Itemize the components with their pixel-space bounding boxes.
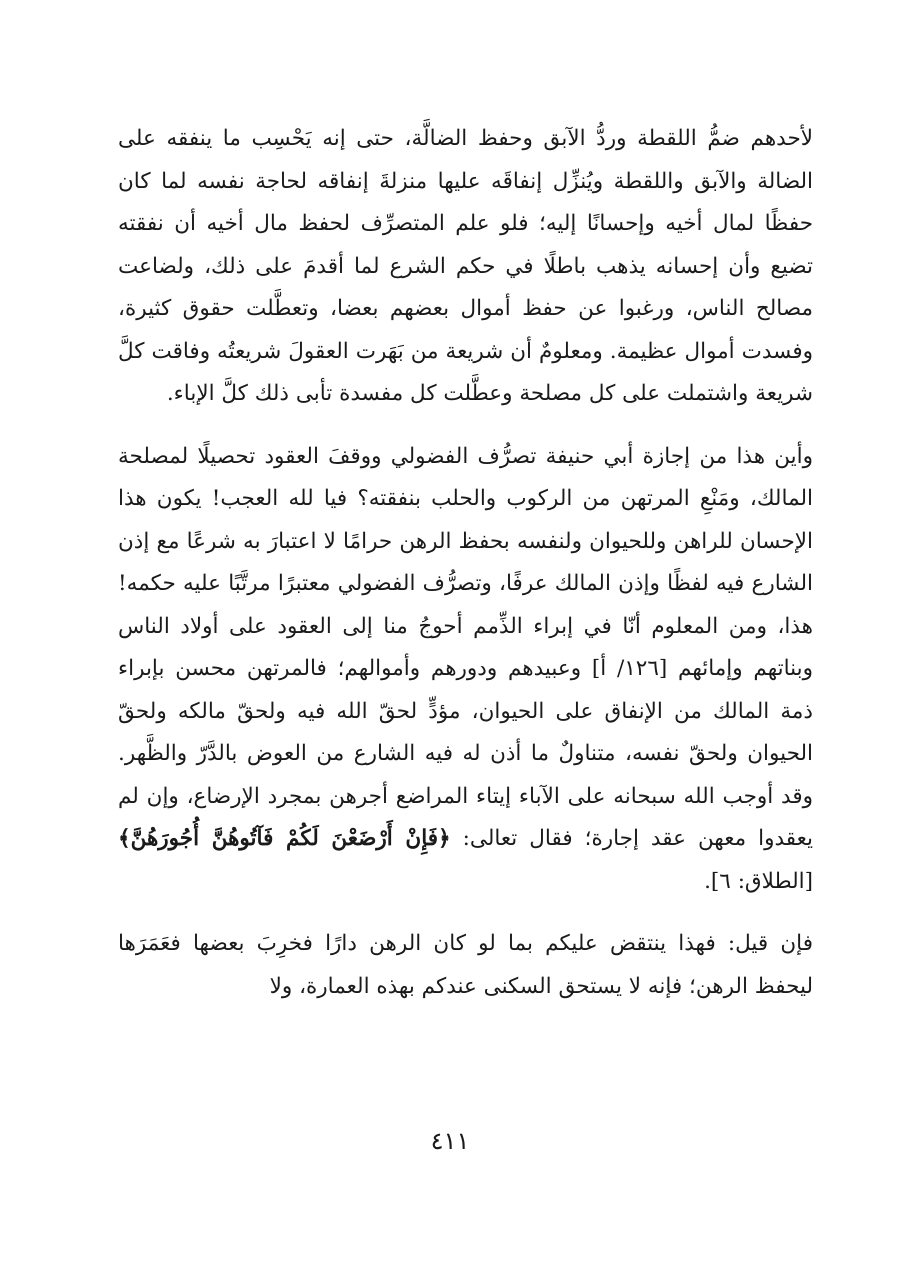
paragraph-3 <box>118 923 813 1008</box>
paragraph-1-text: لأحدهم ضمُّ اللقطة وردُّ الآبق وحفظ الضالَّة، حتى إنه يَحْسِب ما ينفقه على الضالة والآبق واللقطة ويُنزِّل إنفاقَه عليها منزلةَ إنفاقه لحاجة نفسه لما كان حفظًا لمال أخيه وإحسانًا إليه؛ فلو علم المتصرِّف لحفظ مال أخيه أن نفقته تضيع وأن إحسانه يذهب باطلًا في حكم الشرع لما أقدمَ على ذلك، ولضاعت مصالح الناس، ورغبوا عن حفظ أموال بعضهم بعضا، وتعطَّلت حقوق كثيرة، وفسدت أموال عظيمة. ومعلومٌ أن شريعة من بَهَرت العقولَ شريعتُه وفاقت كلَّ شريعة واشتملت على كل مصلحة وعطَّلت كل مفسدة تأبى ذلك كلَّ الإباء. <box>118 126 813 406</box>
quran-verse: ﴿فَإِنْ أَرْضَعْنَ لَكُمْ فَآتُوهُنَّ أُجُورَهُنَّ﴾ <box>118 826 451 851</box>
page-body <box>118 118 813 1008</box>
page-number: ٤١١ <box>430 1127 470 1155</box>
paragraph-2 <box>118 436 813 904</box>
paragraph-2-text: وأين هذا من إجازة أبي حنيفة تصرُّف الفضولي ووقفَ العقود تحصيلًا لمصلحة المالك، ومَنْعِ المرتهن من الركوب والحلب بنفقته؟ فيا لله العجب! يكون هذا الإحسان للراهن وللحيوان ولنفسه بحفظ الرهن حرامًا لا اعتبارَ به شرعًا مع إذن الشارع فيه لفظًا وإذن المالك عرفًا، وتصرُّف الفضولي معتبرًا مرتَّبًا عليه حكمه! هذا، ومن المعلوم أنّا في إبراء الذِّمم أحوجُ منا إلى العقود على أولاد الناس وبناتهم وإمائهم [١٢٦/ أ] وعبيدهم ودورهم وأموالهم؛ فالمرتهن محسن بإبراء ذمة المالك من الإنفاق على الحيوان، مؤدٍّ لحقّ الله فيه ولحقّ مالكه ولحقّ الحيوان ولحقّ نفسه، متناولٌ ما أذن له فيه الشارع من العوض بالدَّرّ والظَّهر. وقد أوجب الله سبحانه على الآباء إيتاء المراضع أجرهن بمجرد الإرضاع، وإن لم يعقدوا معهن عقد إجارة؛ فقال تعالى: <box>118 443 814 851</box>
paragraph-3-text: فإن قيل: فهذا ينتقض عليكم بما لو كان الرهن دارًا فخرِبَ بعضها فعَمَرَها ليحفظ الرهن؛ فإنه لا يستحق السكنى عندكم بهذه العمارة، ولا <box>118 931 813 999</box>
verse-citation: [الطلاق: ٦]. <box>704 868 813 894</box>
paragraph-1 <box>118 118 813 416</box>
